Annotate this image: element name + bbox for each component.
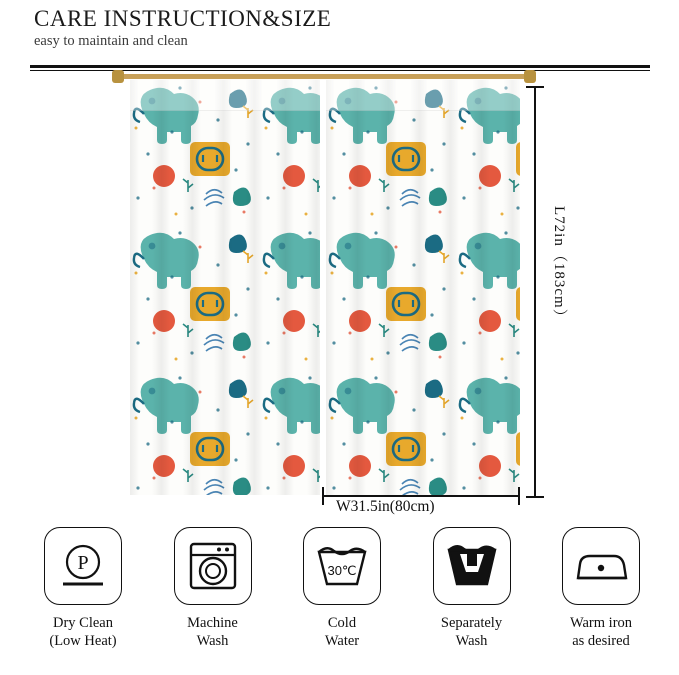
width-measurement [322, 484, 522, 518]
header [34, 6, 644, 50]
machine-wash-glyph [183, 536, 243, 596]
care-item-dry-clean [22, 527, 144, 650]
care-label-line2: Wash [196, 633, 229, 650]
divider-thick [30, 65, 650, 68]
height-tick-bottom [526, 496, 544, 498]
care-label-line1: Dry Clean [53, 615, 113, 631]
curtain-preview [130, 80, 520, 495]
care-label-line1: Separately [440, 615, 503, 631]
elephant-lion-pattern-right [326, 80, 520, 495]
curtain-panel-right [326, 80, 520, 495]
care-item-cold-water [281, 527, 403, 650]
care-label-line2: as desired [572, 633, 630, 650]
curtain-rod-finial-right [524, 70, 536, 83]
care-label-line2: Wash [455, 633, 488, 650]
care-label-cold-water [281, 614, 403, 650]
separately-wash-glyph [441, 536, 503, 596]
care-item-warm-iron [540, 527, 662, 650]
warm-iron-glyph [570, 536, 632, 596]
page-title: CARE INSTRUCTION&SIZE [34, 6, 332, 31]
dry-clean-glyph [53, 536, 113, 596]
care-label-dry-clean [22, 614, 144, 650]
width-label: W31.5in(80cm) [336, 498, 435, 515]
care-label-separately-wash [411, 614, 533, 650]
width-tick-right [518, 487, 520, 505]
cold-water-glyph [311, 536, 373, 596]
separately-wash-icon [433, 527, 511, 605]
elephant-lion-pattern-left [130, 80, 320, 495]
height-label: L72in（183cm） [551, 206, 567, 325]
cold-water-icon [303, 527, 381, 605]
width-line [322, 495, 520, 497]
care-label-warm-iron [540, 614, 662, 650]
care-label-machine-wash [152, 614, 274, 650]
care-item-machine-wash [152, 527, 274, 650]
warm-iron-icon [562, 527, 640, 605]
svg-text:P: P [77, 552, 89, 574]
curtain-rod-finial-left [112, 70, 124, 83]
care-label-line1: Cold [327, 615, 357, 631]
height-line [534, 86, 536, 498]
cold-water-temp: 30℃ [327, 563, 357, 578]
care-label-line2: Water [324, 633, 360, 650]
dry-clean-icon [44, 527, 122, 605]
care-item-separately-wash [411, 527, 533, 650]
curtain-panel-left [130, 80, 320, 495]
care-label-line1: Machine [187, 615, 238, 631]
height-measurement [524, 86, 584, 498]
machine-wash-icon [174, 527, 252, 605]
care-label-line2: (Low Heat) [49, 633, 117, 650]
page-subtitle: easy to maintain and clean [34, 33, 188, 50]
curtain-rod [120, 74, 530, 79]
care-label-line1: Warm iron [569, 615, 633, 631]
care-symbols-row [22, 527, 662, 650]
